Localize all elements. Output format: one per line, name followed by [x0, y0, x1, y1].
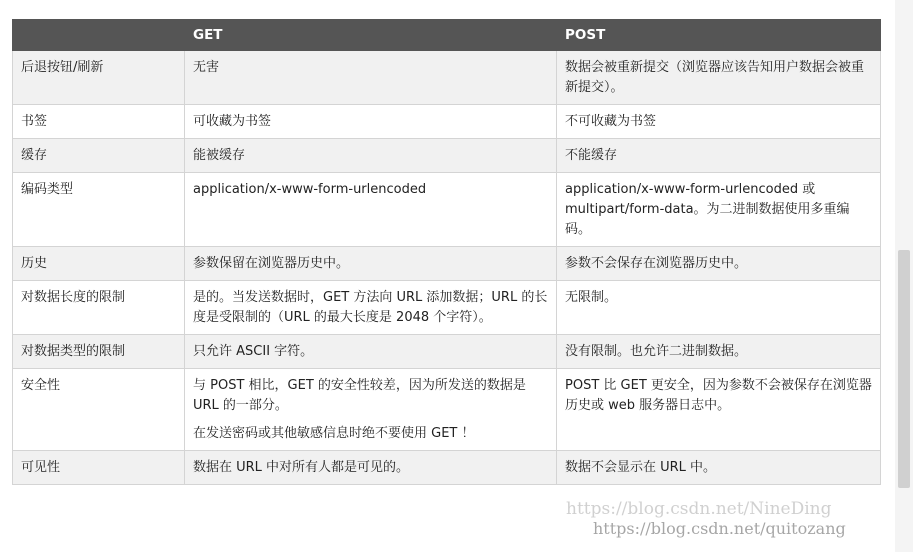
post-cell: 不能缓存 [557, 139, 881, 173]
header-get: GET [185, 20, 557, 51]
table-row [13, 247, 881, 281]
row-label: 对数据类型的限制 [13, 335, 185, 369]
table-row [13, 139, 881, 173]
header-empty [13, 20, 185, 51]
get-cell: 参数保留在浏览器历史中。 [185, 247, 557, 281]
post-cell: application/x-www-form-urlencoded 或 multipart/form-data。为二进制数据使用多重编码。 [557, 173, 881, 247]
table-row [13, 369, 881, 451]
table-row [13, 451, 881, 485]
get-cell: 可收藏为书签 [185, 105, 557, 139]
row-label: 可见性 [13, 451, 185, 485]
row-label: 对数据长度的限制 [13, 281, 185, 335]
post-cell: 没有限制。也允许二进制数据。 [557, 335, 881, 369]
post-cell: 不可收藏为书签 [557, 105, 881, 139]
table-row [13, 105, 881, 139]
post-cell: 数据不会显示在 URL 中。 [557, 451, 881, 485]
table-row [13, 51, 881, 105]
watermark-csdn-1: https://blog.csdn.net/NineDing [566, 499, 832, 519]
get-post-comparison-table [12, 19, 881, 485]
get-cell: application/x-www-form-urlencoded [185, 173, 557, 247]
post-cell: POST 比 GET 更安全，因为参数不会被保存在浏览器历史或 web 服务器日志中。 [557, 369, 881, 451]
watermark-csdn-2: https://blog.csdn.net/quitozang [593, 519, 846, 538]
get-security-warning: 在发送密码或其他敏感信息时绝不要使用 GET ！ [193, 426, 475, 441]
get-cell: 数据在 URL 中对所有人都是可见的。 [185, 451, 557, 485]
table-header-row [13, 20, 881, 51]
get-cell: 是的。当发送数据时，GET 方法向 URL 添加数据；URL 的长度是受限制的（URL 的最大长度是 2048 个字符）。 [185, 281, 557, 335]
row-label: 书签 [13, 105, 185, 139]
get-security-text: 与 POST 相比，GET 的安全性较差，因为所发送的数据是 URL 的一部分。 [193, 378, 526, 413]
post-cell: 无限制。 [557, 281, 881, 335]
table-row [13, 281, 881, 335]
row-label: 安全性 [13, 369, 185, 451]
row-label: 后退按钮/刷新 [13, 51, 185, 105]
get-cell [185, 369, 557, 451]
post-cell: 数据会被重新提交（浏览器应该告知用户数据会被重新提交）。 [557, 51, 881, 105]
get-cell: 能被缓存 [185, 139, 557, 173]
post-cell: 参数不会保存在浏览器历史中。 [557, 247, 881, 281]
row-label: 历史 [13, 247, 185, 281]
header-post: POST [557, 20, 881, 51]
scrollbar-thumb[interactable] [898, 250, 910, 488]
table-row [13, 173, 881, 247]
get-cell: 无害 [185, 51, 557, 105]
get-cell: 只允许 ASCII 字符。 [185, 335, 557, 369]
row-label: 编码类型 [13, 173, 185, 247]
table-row [13, 335, 881, 369]
row-label: 缓存 [13, 139, 185, 173]
